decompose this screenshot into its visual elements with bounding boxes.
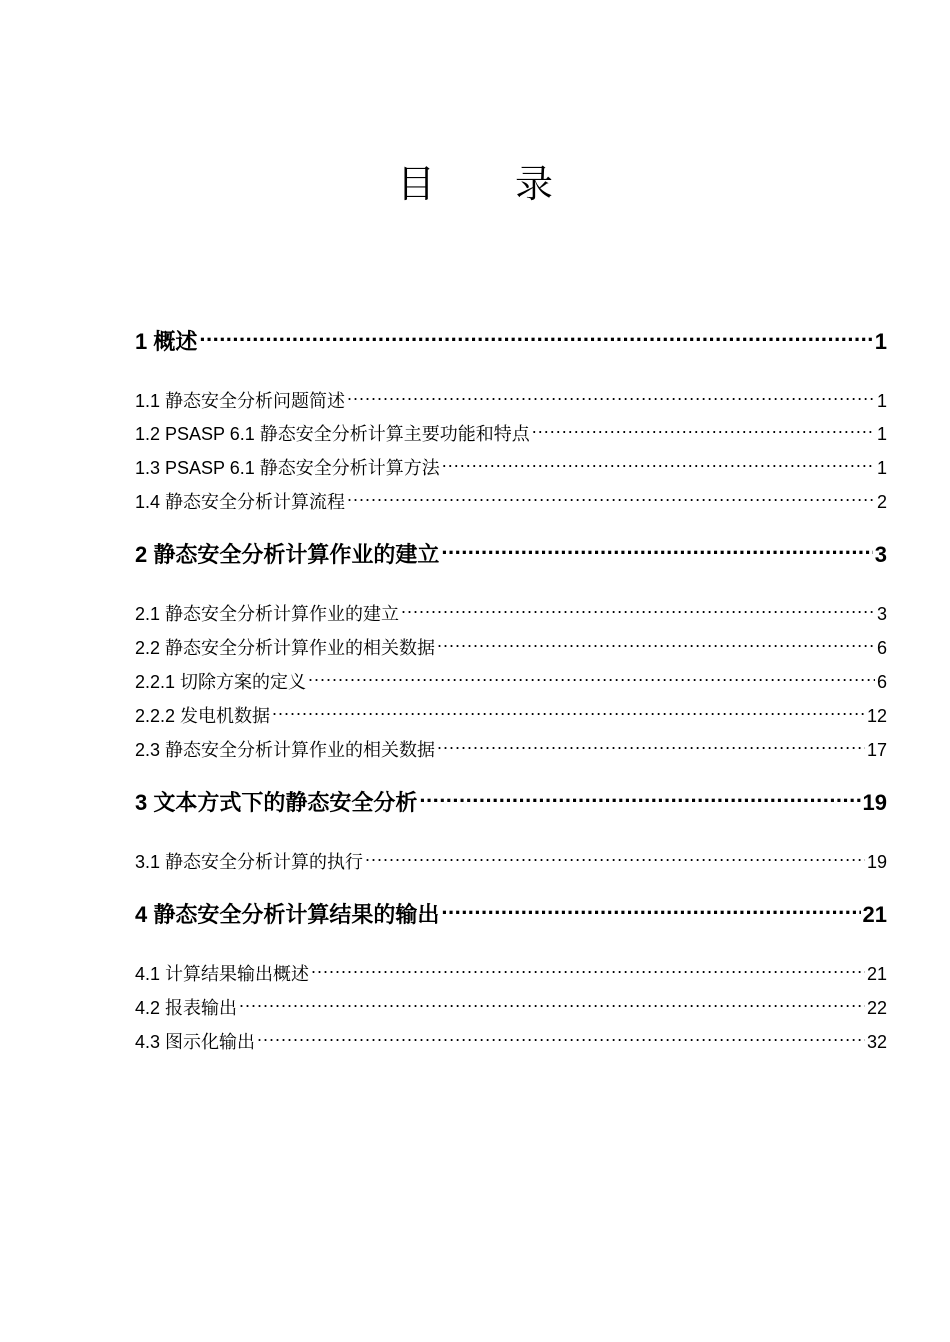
dot-leader	[441, 540, 872, 562]
toc-entry-text: 1.3 PSASP 6.1 静态安全分析计算方法	[135, 458, 440, 478]
toc-entry-page: 12	[866, 706, 887, 726]
toc-entry-text: 1.1 静态安全分析问题简述	[135, 391, 346, 411]
dot-leader	[401, 602, 875, 620]
toc-entry-text: 4 静态安全分析计算结果的输出	[135, 902, 440, 927]
dot-leader	[365, 850, 865, 868]
toc-entry-page: 2	[876, 492, 887, 512]
toc-entry-page: 6	[876, 672, 887, 692]
dot-leader	[347, 490, 875, 508]
toc-entry-page: 1	[876, 458, 887, 478]
toc-entry-page: 1	[876, 391, 887, 411]
toc-entry-page: 17	[866, 740, 887, 760]
toc-entry-page: 1	[874, 329, 887, 354]
toc-entry-text: 1.4 静态安全分析计算流程	[135, 492, 346, 512]
dot-leader	[419, 788, 860, 810]
toc-entry-2-3[interactable]	[135, 737, 887, 763]
dot-leader	[257, 1030, 865, 1048]
toc-entry-2-2[interactable]	[135, 635, 887, 661]
toc-entry-page: 19	[862, 790, 887, 815]
title-char-2: 录	[515, 162, 554, 206]
toc-entry-text: 1 概述	[135, 329, 198, 354]
toc-entry-text: 2.3 静态安全分析计算作业的相关数据	[135, 740, 436, 760]
toc-entry-page: 6	[876, 638, 887, 658]
toc-entry-page: 3	[876, 604, 887, 624]
toc-entry-page: 19	[866, 852, 887, 872]
dot-leader	[442, 456, 875, 474]
toc-entry-2-2-1[interactable]	[135, 669, 887, 695]
dot-leader	[308, 670, 875, 688]
toc-entry-text: 2.1 静态安全分析计算作业的建立	[135, 604, 400, 624]
toc-entry-text: 4.1 计算结果输出概述	[135, 964, 310, 984]
toc-entry-text: 3.1 静态安全分析计算的执行	[135, 852, 364, 872]
toc-entry-page: 21	[866, 964, 887, 984]
toc-entry-chapter-2[interactable]	[135, 540, 887, 570]
toc-entry-page: 3	[874, 542, 887, 567]
title-char-1: 目	[396, 162, 435, 206]
dot-leader	[532, 422, 875, 440]
dot-leader	[437, 738, 865, 756]
toc-entry-1-4[interactable]	[135, 489, 887, 515]
toc-entry-2-2-2[interactable]	[135, 703, 887, 729]
dot-leader	[441, 900, 860, 922]
toc-entry-page: 21	[862, 902, 887, 927]
dot-leader	[311, 962, 865, 980]
toc-entry-text: 3 文本方式下的静态安全分析	[135, 790, 418, 815]
toc-entry-text: 2.2.1 切除方案的定义	[135, 672, 307, 692]
dot-leader	[199, 327, 872, 349]
toc-entry-4-3[interactable]	[135, 1029, 887, 1055]
page-title	[0, 160, 950, 208]
toc-entry-1-2[interactable]	[135, 421, 887, 447]
toc-entry-text: 2 静态安全分析计算作业的建立	[135, 542, 440, 567]
toc-entry-page: 22	[866, 998, 887, 1018]
toc-entry-chapter-4[interactable]	[135, 900, 887, 930]
toc-entry-text: 4.3 图示化输出	[135, 1032, 256, 1052]
toc-entry-3-1[interactable]	[135, 849, 887, 875]
toc-entry-text: 2.2 静态安全分析计算作业的相关数据	[135, 638, 436, 658]
toc-entry-4-1[interactable]	[135, 961, 887, 987]
toc-entry-chapter-1[interactable]	[135, 327, 887, 357]
toc-entry-4-2[interactable]	[135, 995, 887, 1021]
toc-entry-text: 1.2 PSASP 6.1 静态安全分析计算主要功能和特点	[135, 424, 530, 444]
toc-entry-chapter-3[interactable]	[135, 788, 887, 818]
toc-entry-page: 1	[876, 424, 887, 444]
toc-entry-1-1[interactable]	[135, 388, 887, 414]
dot-leader	[272, 704, 865, 722]
toc-entry-1-3[interactable]	[135, 455, 887, 481]
dot-leader	[437, 636, 875, 654]
dot-leader	[347, 389, 875, 407]
toc-entry-page: 32	[866, 1032, 887, 1052]
toc-entry-text: 4.2 报表输出	[135, 998, 238, 1018]
dot-leader	[239, 996, 865, 1014]
toc-entry-2-1[interactable]	[135, 601, 887, 627]
toc-entry-text: 2.2.2 发电机数据	[135, 706, 271, 726]
